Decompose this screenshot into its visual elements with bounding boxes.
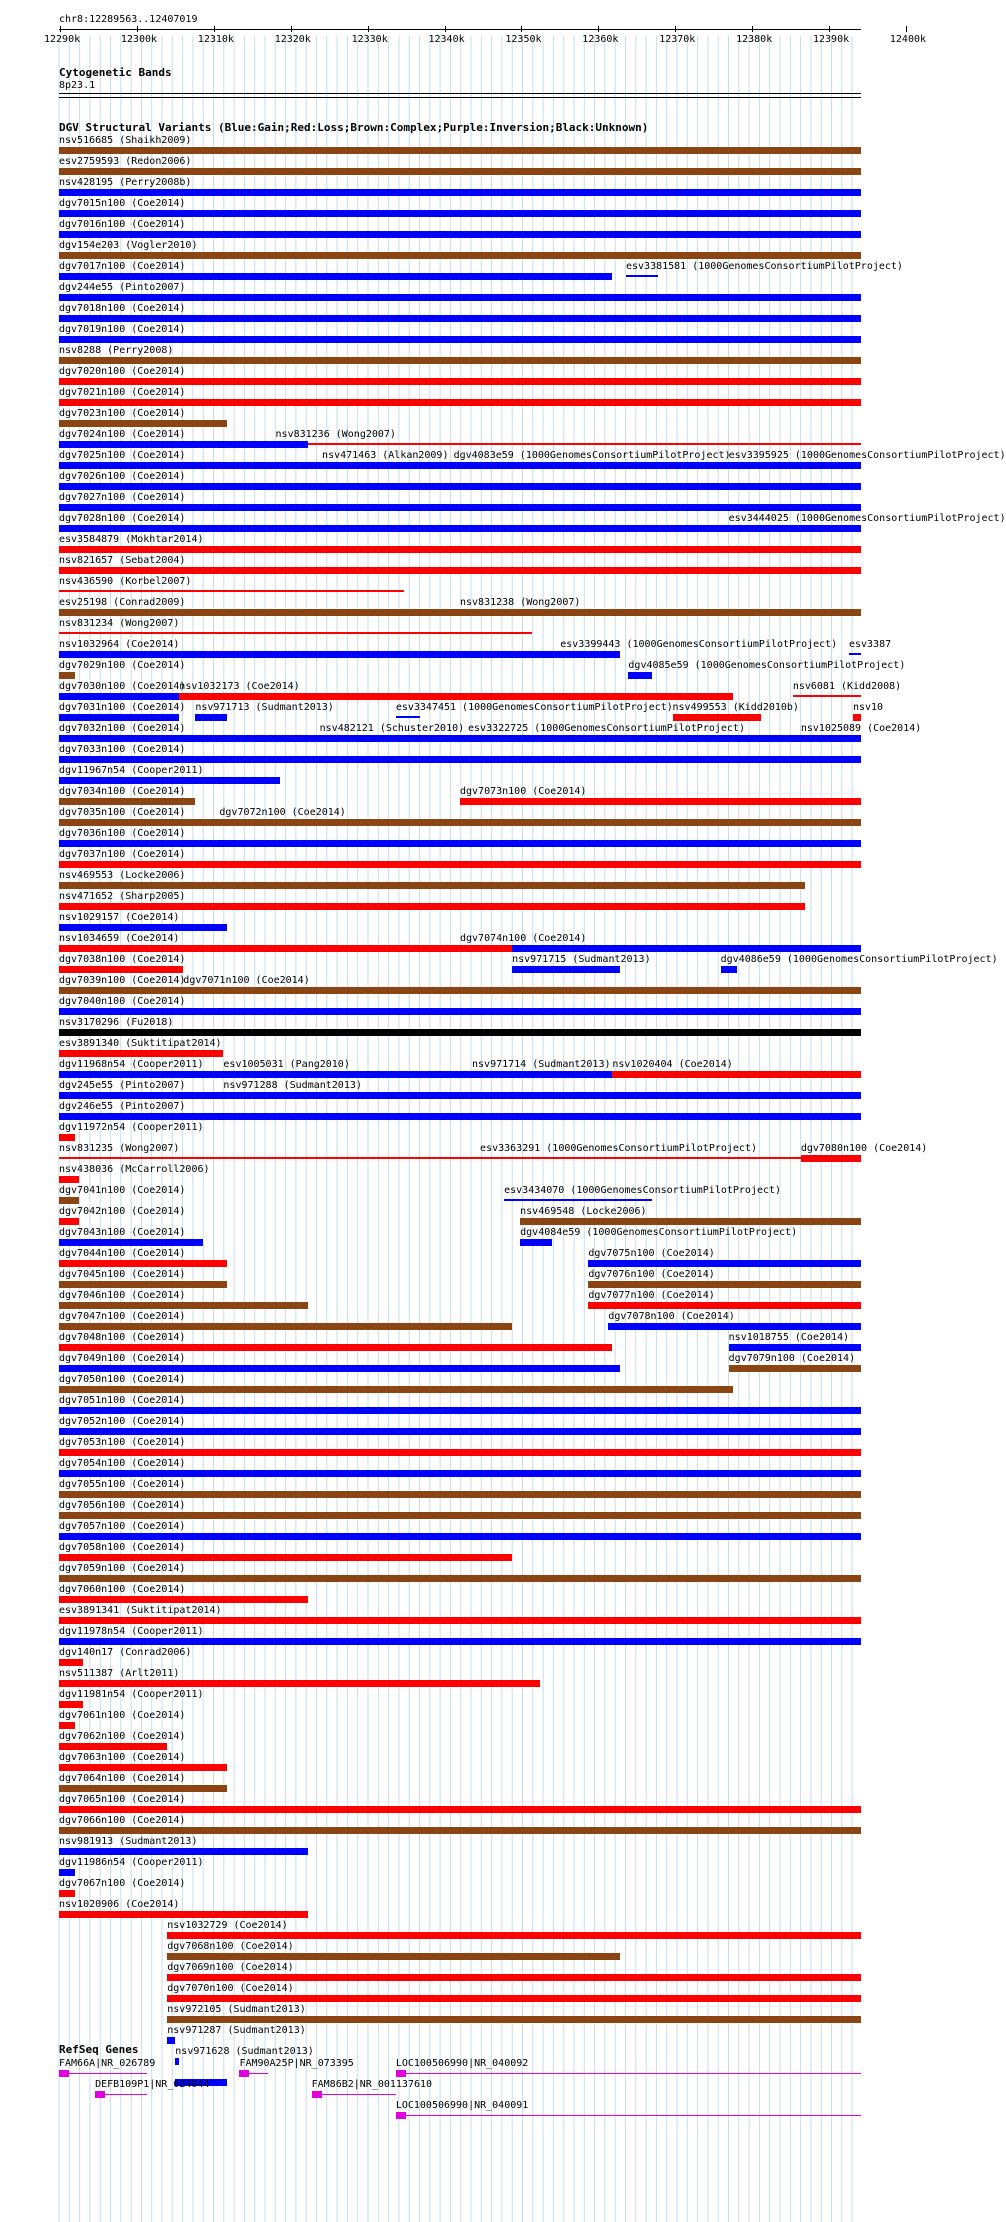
dgv-feature-label[interactable]: dgv7063n100 (Coe2014) (59, 1752, 186, 1763)
dgv-feature-bar[interactable] (59, 1575, 861, 1582)
dgv-feature-bar[interactable] (59, 1869, 75, 1876)
dgv-feature-label[interactable]: dgv7037n100 (Coe2014) (59, 849, 186, 860)
dgv-feature-label[interactable]: dgv4084e59 (1000GenomesConsortiumPilotProject) (520, 1227, 798, 1238)
dgv-feature-label[interactable]: dgv7049n100 (Coe2014) (59, 1353, 186, 1364)
dgv-feature-bar[interactable] (59, 1071, 223, 1078)
dgv-feature-label[interactable]: dgv7080n100 (Coe2014) (800, 1143, 928, 1154)
dgv-feature-bar[interactable] (59, 882, 805, 889)
dgv-feature-bar[interactable] (59, 189, 861, 196)
dgv-feature-bar[interactable] (59, 1470, 861, 1477)
dgv-feature-label[interactable]: dgv7050n100 (Coe2014) (59, 1374, 186, 1385)
dgv-feature-bar[interactable] (512, 966, 620, 973)
dgv-feature-label[interactable]: dgv7033n100 (Coe2014) (59, 744, 186, 755)
refseq-gene-exon[interactable] (312, 2091, 322, 2098)
refseq-track-title: RefSeq Genes (59, 2043, 139, 2056)
dgv-feature-bar[interactable] (59, 1092, 861, 1099)
dgv-feature-label[interactable]: nsv1020404 (Coe2014) (612, 1059, 733, 1070)
dgv-feature-label[interactable]: nsv8288 (Perry2008) (59, 345, 174, 356)
dgv-feature-bar[interactable] (59, 546, 861, 553)
dgv-feature-label[interactable]: dgv7047n100 (Coe2014) (59, 1311, 186, 1322)
dgv-feature-label[interactable]: dgv7051n100 (Coe2014) (59, 1395, 186, 1406)
refseq-gene-exon[interactable] (396, 2112, 406, 2119)
refseq-gene-line[interactable] (396, 2073, 861, 2074)
refseq-gene-exon[interactable] (396, 2070, 406, 2077)
dgv-feature-bar[interactable] (59, 1386, 733, 1393)
dgv-feature-label[interactable]: dgv11978n54 (Cooper2011) (59, 1626, 204, 1637)
dgv-feature-label[interactable]: dgv7024n100 (Coe2014) (59, 429, 186, 440)
scale-tick-label: 12390k (813, 34, 850, 45)
dgv-feature-label[interactable]: esv3395925 (1000GenomesConsortiumPilotProject) (728, 450, 1006, 461)
dgv-feature-label[interactable]: dgv245e55 (Pinto2007) (59, 1080, 186, 1091)
dgv-feature-bar[interactable] (167, 2016, 861, 2023)
dgv-feature-label[interactable]: nsv438036 (McCarroll2006) (59, 1164, 210, 1175)
dgv-feature-label[interactable]: dgv244e55 (Pinto2007) (59, 282, 186, 293)
dgv-feature-label[interactable]: dgv7021n100 (Coe2014) (59, 387, 186, 398)
dgv-feature-bar[interactable] (59, 1050, 223, 1057)
dgv-feature-bar[interactable] (59, 1407, 861, 1414)
dgv-feature-bar[interactable] (59, 1176, 79, 1183)
scale-tick-label: 12340k (428, 34, 465, 45)
dgv-feature-bar[interactable] (167, 1953, 620, 1960)
dgv-feature-label[interactable]: dgv7040n100 (Coe2014) (59, 996, 186, 1007)
dgv-feature-label[interactable]: dgv7017n100 (Coe2014) (59, 261, 186, 272)
dgv-feature-label[interactable]: nsv6081 (Kidd2008) (792, 681, 902, 692)
dgv-feature-label[interactable]: dgv7044n100 (Coe2014) (59, 1248, 186, 1259)
dgv-feature-bar[interactable] (59, 1554, 512, 1561)
dgv-feature-label[interactable]: dgv11967n54 (Cooper2011) (59, 765, 204, 776)
dgv-feature-bar[interactable] (588, 1302, 861, 1309)
dgv-feature-label[interactable]: dgv7019n100 (Coe2014) (59, 324, 186, 335)
dgv-feature-bar[interactable] (59, 714, 179, 721)
dgv-feature-label[interactable]: dgv7072n100 (Coe2014) (219, 807, 346, 818)
dgv-feature-label[interactable]: esv3434070 (1000GenomesConsortiumPilotProject) (504, 1185, 782, 1196)
dgv-feature-bar[interactable] (59, 945, 512, 952)
dgv-feature-bar[interactable] (276, 443, 861, 445)
dgv-feature-label[interactable]: esv3399443 (1000GenomesConsortiumPilotProject) (560, 639, 838, 650)
dgv-feature-bar[interactable] (59, 1134, 75, 1141)
dgv-feature-bar[interactable] (59, 987, 861, 994)
dgv-feature-label[interactable]: dgv7060n100 (Coe2014) (59, 1584, 186, 1595)
dgv-feature-label[interactable]: nsv821657 (Sebat2004) (59, 555, 186, 566)
dgv-feature-bar[interactable] (59, 1365, 620, 1372)
dgv-feature-label[interactable]: dgv7036n100 (Coe2014) (59, 828, 186, 839)
dgv-feature-label[interactable]: esv25198 (Conrad2009) (59, 597, 186, 608)
dgv-feature-bar[interactable] (59, 1302, 308, 1309)
scale-tick-label: 12290k (44, 34, 81, 45)
dgv-feature-label[interactable]: nsv428195 (Perry2008b) (59, 177, 192, 188)
dgv-track-title: DGV Structural Variants (Blue:Gain;Red:Loss;Brown:Complex;Purple:Inversion;Black:Unknown) (59, 121, 649, 134)
dgv-feature-label[interactable]: esv1005031 (Pang2010) (223, 1059, 350, 1070)
dgv-feature-label[interactable]: dgv7071n100 (Coe2014) (183, 975, 310, 986)
dgv-feature-bar[interactable] (59, 168, 861, 175)
dgv-feature-label[interactable]: dgv7025n100 (Coe2014) (59, 450, 186, 461)
dgv-feature-label[interactable]: esv3363291 (1000GenomesConsortiumPilotProject) (480, 1143, 757, 1154)
dgv-feature-bar[interactable] (59, 1848, 308, 1855)
dgv-feature-label[interactable]: nsv971713 (Sudmant2013) (195, 702, 334, 713)
dgv-feature-bar[interactable] (59, 819, 861, 826)
dgv-feature-bar[interactable] (59, 798, 195, 805)
dgv-feature-label[interactable]: nsv1032729 (Coe2014) (167, 1920, 288, 1931)
scale-ruler (59, 29, 861, 30)
dgv-feature-bar[interactable] (472, 1071, 508, 1078)
dgv-feature-label[interactable]: esv3584879 (Mokhtar2014) (59, 534, 204, 545)
dgv-feature-bar[interactable] (59, 483, 861, 490)
dgv-feature-label[interactable]: dgv7062n100 (Coe2014) (59, 1731, 186, 1742)
dgv-feature-bar[interactable] (59, 1344, 612, 1351)
dgv-feature-label[interactable]: dgv7064n100 (Coe2014) (59, 1773, 186, 1784)
refseq-gene-label[interactable]: LOC100506990|NR_040092 (395, 2058, 529, 2069)
dgv-feature-label[interactable]: nsv511387 (Arlt2011) (59, 1668, 180, 1679)
dgv-feature-label[interactable]: dgv7031n100 (Coe2014) (59, 702, 186, 713)
dgv-feature-bar[interactable] (59, 632, 532, 634)
dgv-feature-label[interactable]: nsv971287 (Sudmant2013) (167, 2025, 306, 2036)
dgv-feature-bar[interactable] (59, 1764, 227, 1771)
dgv-feature-label[interactable]: dgv11981n54 (Cooper2011) (59, 1689, 204, 1700)
refseq-gene-label[interactable]: FAM86B2|NR_001137610 (311, 2079, 433, 2090)
refseq-gene-line[interactable] (396, 2115, 861, 2116)
dgv-feature-label[interactable]: dgv7061n100 (Coe2014) (59, 1710, 186, 1721)
dgv-feature-bar[interactable] (59, 1029, 861, 1036)
dgv-feature-bar[interactable] (59, 1659, 83, 1666)
dgv-feature-label[interactable]: dgv7054n100 (Coe2014) (59, 1458, 186, 1469)
dgv-feature-label[interactable]: dgv7038n100 (Coe2014) (59, 954, 186, 965)
dgv-feature-bar[interactable] (59, 1197, 79, 1204)
dgv-feature-bar[interactable] (59, 252, 861, 259)
dgv-feature-label[interactable]: dgv11968n54 (Cooper2011) (59, 1059, 204, 1070)
refseq-gene-label[interactable]: LOC100506990|NR_040091 (395, 2100, 529, 2111)
dgv-feature-bar[interactable] (59, 1008, 861, 1015)
scale-tick-label: 12300k (120, 34, 158, 45)
dgv-feature-label[interactable]: dgv7076n100 (Coe2014) (588, 1269, 715, 1280)
dgv-feature-bar[interactable] (59, 1260, 227, 1267)
dgv-feature-label[interactable]: nsv971288 (Sudmant2013) (223, 1080, 362, 1091)
cyto-band-label: 8p23.1 (59, 80, 96, 91)
dgv-feature-bar[interactable] (59, 1680, 540, 1687)
dgv-feature-label[interactable]: dgv7058n100 (Coe2014) (59, 1542, 186, 1553)
dgv-feature-label[interactable]: nsv1032964 (Coe2014) (59, 639, 180, 650)
dgv-feature-label[interactable]: dgv7068n100 (Coe2014) (167, 1941, 294, 1952)
dgv-feature-bar[interactable] (59, 1743, 167, 1750)
dgv-feature-bar[interactable] (59, 1239, 203, 1246)
dgv-feature-label[interactable]: nsv831235 (Wong2007) (59, 1143, 180, 1154)
dgv-feature-label[interactable]: dgv7026n100 (Coe2014) (59, 471, 186, 482)
dgv-feature-bar[interactable] (793, 695, 861, 697)
dgv-feature-bar[interactable] (59, 1512, 861, 1519)
scale-tick (521, 26, 522, 32)
dgv-feature-bar[interactable] (59, 1449, 861, 1456)
dgv-feature-bar[interactable] (588, 1281, 861, 1288)
scale-tick-label: 12310k (197, 34, 234, 45)
dgv-feature-label[interactable]: dgv140n17 (Conrad2006) (59, 1647, 192, 1658)
dgv-feature-bar[interactable] (460, 798, 861, 805)
dgv-feature-bar[interactable] (59, 903, 805, 910)
dgv-feature-bar[interactable] (504, 1199, 652, 1201)
dgv-feature-bar[interactable] (59, 924, 227, 931)
refseq-gene-exon[interactable] (59, 2070, 69, 2077)
dgv-feature-label[interactable]: dgv7067n100 (Coe2014) (59, 1878, 186, 1889)
refseq-gene-line[interactable] (59, 2073, 147, 2074)
dgv-feature-label[interactable]: dgv7039n100 (Coe2014) (59, 975, 186, 986)
dgv-feature-label[interactable]: esv3347451 (1000GenomesConsortiumPilotProject) (395, 702, 673, 713)
dgv-feature-label[interactable]: esv3322725 (1000GenomesConsortiumPilotProject) (468, 723, 745, 734)
dgv-feature-label[interactable]: esv3891340 (Suktitipat2014) (59, 1038, 222, 1049)
dgv-feature-bar[interactable] (59, 735, 861, 742)
dgv-feature-label[interactable]: nsv831236 (Wong2007) (275, 429, 396, 440)
dgv-feature-bar[interactable] (729, 1344, 861, 1351)
dgv-feature-label[interactable]: esv3387 (848, 639, 892, 650)
dgv-feature-label[interactable]: dgv4083e59 (1000GenomesConsortiumPilotProject) (453, 450, 731, 461)
dgv-feature-label[interactable]: dgv7053n100 (Coe2014) (59, 1437, 186, 1448)
dgv-feature-bar[interactable] (59, 651, 620, 658)
dgv-feature-label[interactable]: dgv11972n54 (Cooper2011) (59, 1122, 204, 1133)
dgv-feature-label[interactable]: dgv7046n100 (Coe2014) (59, 1290, 186, 1301)
dgv-feature-label[interactable]: dgv7073n100 (Coe2014) (460, 786, 587, 797)
dgv-feature-label[interactable]: nsv971715 (Sudmant2013) (512, 954, 651, 965)
dgv-feature-label[interactable]: esv2759593 (Redon2006) (59, 156, 192, 167)
dgv-feature-bar[interactable] (59, 378, 861, 385)
dgv-feature-label[interactable]: dgv7045n100 (Coe2014) (59, 1269, 186, 1280)
scale-tick-label: 12360k (582, 34, 619, 45)
dgv-feature-label[interactable]: dgv7066n100 (Coe2014) (59, 1815, 186, 1826)
dgv-feature-bar[interactable] (167, 2037, 175, 2044)
refseq-gene-exon[interactable] (95, 2091, 105, 2098)
dgv-feature-label[interactable]: dgv7034n100 (Coe2014) (59, 786, 186, 797)
scale-tick-label: 12350k (505, 34, 542, 45)
scale-tick (368, 26, 369, 32)
dgv-feature-label[interactable]: nsv831238 (Wong2007) (460, 597, 581, 608)
refseq-gene-line[interactable] (312, 2094, 396, 2095)
refseq-gene-label[interactable]: FAM66A|NR_026789 (59, 2058, 156, 2069)
dgv-feature-label[interactable]: dgv7065n100 (Coe2014) (59, 1794, 186, 1805)
dgv-feature-label[interactable]: dgv7042n100 (Coe2014) (59, 1206, 186, 1217)
refseq-gene-label[interactable]: DEFB109P1|NR_024044 (95, 2079, 210, 2090)
dgv-feature-bar[interactable] (179, 693, 732, 700)
dgv-feature-bar[interactable] (59, 1911, 308, 1918)
dgv-feature-bar[interactable] (59, 1638, 861, 1645)
dgv-feature-bar[interactable] (59, 1428, 861, 1435)
dgv-feature-bar[interactable] (59, 861, 861, 868)
dgv-feature-label[interactable]: nsv971714 (Sudmant2013) (472, 1059, 611, 1070)
dgv-feature-bar[interactable] (853, 714, 861, 721)
dgv-feature-bar[interactable] (59, 567, 861, 574)
dgv-feature-label[interactable]: nsv971628 (Sudmant2013) (175, 2046, 314, 2057)
dgv-feature-bar[interactable] (59, 420, 227, 427)
dgv-feature-bar[interactable] (628, 672, 652, 679)
dgv-feature-label[interactable]: dgv7057n100 (Coe2014) (59, 1521, 186, 1532)
dgv-feature-label[interactable]: esv3444025 (1000GenomesConsortiumPilotProject) (728, 513, 1006, 524)
dgv-feature-label[interactable]: nsv1018755 (Coe2014) (728, 1332, 850, 1343)
dgv-feature-bar[interactable] (59, 147, 861, 154)
dgv-feature-bar[interactable] (59, 777, 280, 784)
scale-tick (829, 26, 830, 32)
dgv-feature-label[interactable]: dgv7043n100 (Coe2014) (59, 1227, 186, 1238)
dgv-feature-label[interactable]: dgv7075n100 (Coe2014) (588, 1248, 715, 1259)
dgv-feature-bar[interactable] (59, 1533, 861, 1540)
dgv-feature-bar[interactable] (59, 357, 861, 364)
dgv-feature-label[interactable]: dgv7015n100 (Coe2014) (59, 198, 186, 209)
dgv-feature-label[interactable]: nsv1032173 (Coe2014) (179, 681, 300, 692)
dgv-feature-label[interactable]: esv3891341 (Suktitipat2014) (59, 1605, 222, 1616)
dgv-feature-bar[interactable] (167, 1974, 861, 1981)
scale-tick-label: 12380k (736, 34, 773, 45)
dgv-feature-label[interactable]: dgv7059n100 (Coe2014) (59, 1563, 186, 1574)
dgv-feature-bar[interactable] (59, 336, 861, 343)
dgv-feature-bar[interactable] (520, 1218, 861, 1225)
dgv-feature-label[interactable]: esv3381581 (1000GenomesConsortiumPilotProject) (626, 261, 903, 272)
dgv-feature-label[interactable]: dgv7023n100 (Coe2014) (59, 408, 186, 419)
dgv-feature-bar[interactable] (608, 1323, 861, 1330)
dgv-feature-bar[interactable] (195, 714, 227, 721)
dgv-feature-bar[interactable] (59, 1157, 861, 1159)
scale-tick (598, 26, 599, 32)
dgv-feature-bar[interactable] (59, 1323, 512, 1330)
dgv-feature-label[interactable]: dgv7056n100 (Coe2014) (59, 1500, 186, 1511)
dgv-feature-bar[interactable] (59, 1218, 79, 1225)
dgv-feature-label[interactable]: dgv154e203 (Vogler2010) (59, 240, 198, 251)
dgv-feature-bar[interactable] (59, 315, 861, 322)
scale-tick (291, 26, 292, 32)
dgv-feature-label[interactable]: nsv516685 (Shaikh2009) (59, 135, 192, 146)
dgv-feature-bar[interactable] (59, 590, 404, 592)
dgv-feature-label[interactable]: nsv469548 (Locke2006) (520, 1206, 647, 1217)
dgv-feature-bar[interactable] (59, 756, 861, 763)
dgv-feature-bar[interactable] (59, 1491, 861, 1498)
dgv-feature-label[interactable]: nsv831234 (Wong2007) (59, 618, 180, 629)
dgv-feature-bar[interactable] (460, 945, 861, 952)
scale-tick-label: 12370k (659, 34, 696, 45)
refseq-gene-exon[interactable] (239, 2070, 249, 2077)
dgv-feature-label[interactable]: nsv981913 (Sudmant2013) (59, 1836, 198, 1847)
dgv-feature-label[interactable]: dgv7030n100 (Coe2014) (59, 681, 186, 692)
dgv-feature-bar[interactable] (167, 1995, 861, 2002)
refseq-gene-label[interactable]: FAM90A25P|NR_073395 (239, 2058, 354, 2069)
scale-tick (906, 26, 907, 32)
dgv-feature-bar[interactable] (59, 609, 861, 616)
dgv-feature-label[interactable]: dgv7016n100 (Coe2014) (59, 219, 186, 230)
dgv-feature-bar[interactable] (59, 525, 861, 532)
dgv-feature-label[interactable]: dgv7055n100 (Coe2014) (59, 1479, 186, 1490)
dgv-feature-label[interactable]: dgv7077n100 (Coe2014) (588, 1290, 715, 1301)
dgv-feature-bar[interactable] (59, 1827, 861, 1834)
dgv-feature-label[interactable]: dgv246e55 (Pinto2007) (59, 1101, 186, 1112)
dgv-feature-bar[interactable] (849, 653, 861, 655)
dgv-feature-label[interactable]: nsv471463 (Alkan2009) (322, 450, 449, 461)
dgv-feature-bar[interactable] (59, 1701, 83, 1708)
dgv-feature-label[interactable]: dgv4085e59 (1000GenomesConsortiumPilotProject) (628, 660, 906, 671)
dgv-feature-label[interactable]: nsv1025089 (Coe2014) (800, 723, 922, 734)
dgv-feature-bar[interactable] (721, 966, 737, 973)
dgv-feature-label[interactable]: nsv1029157 (Coe2014) (59, 912, 180, 923)
dgv-feature-bar[interactable] (729, 1365, 861, 1372)
dgv-feature-bar[interactable] (59, 1806, 861, 1813)
dgv-feature-bar[interactable] (396, 716, 420, 718)
dgv-feature-bar[interactable] (673, 714, 761, 721)
dgv-feature-label[interactable]: dgv7027n100 (Coe2014) (59, 492, 186, 503)
dgv-feature-label[interactable]: dgv7020n100 (Coe2014) (59, 366, 186, 377)
dgv-feature-label[interactable]: dgv7069n100 (Coe2014) (167, 1962, 294, 1973)
dgv-feature-bar[interactable] (59, 966, 183, 973)
scale-tick (60, 26, 61, 32)
dgv-feature-label[interactable]: nsv482121 (Schuster2010) (319, 723, 465, 734)
dgv-feature-label[interactable]: nsv10 (852, 702, 884, 713)
cyto-band (59, 93, 861, 98)
dgv-feature-bar[interactable] (59, 231, 861, 238)
dgv-feature-label[interactable]: nsv469553 (Locke2006) (59, 870, 186, 881)
scale-tick (445, 26, 446, 32)
dgv-feature-bar[interactable] (59, 1890, 75, 1897)
dgv-feature-label[interactable]: dgv4086e59 (1000GenomesConsortiumPilotProject) (720, 954, 998, 965)
dgv-feature-label[interactable]: dgv7035n100 (Coe2014) (59, 807, 186, 818)
dgv-feature-bar[interactable] (59, 840, 861, 847)
cyto-track-title: Cytogenetic Bands (59, 66, 172, 79)
dgv-feature-label[interactable]: dgv7028n100 (Coe2014) (59, 513, 186, 524)
dgv-feature-label[interactable]: nsv1034659 (Coe2014) (59, 933, 180, 944)
dgv-feature-label[interactable]: nsv972105 (Sudmant2013) (167, 2004, 306, 2015)
dgv-feature-label[interactable]: dgv7070n100 (Coe2014) (167, 1983, 294, 1994)
dgv-feature-label[interactable]: nsv3170296 (Fu2018) (59, 1017, 174, 1028)
dgv-feature-bar[interactable] (59, 1617, 861, 1624)
scale-tick-label: 12330k (351, 34, 388, 45)
dgv-feature-label[interactable]: dgv7048n100 (Coe2014) (59, 1332, 186, 1343)
dgv-feature-label[interactable]: dgv11986n54 (Cooper2011) (59, 1857, 204, 1868)
dgv-feature-bar[interactable] (59, 210, 861, 217)
dgv-feature-label[interactable]: nsv436590 (Korbel2007) (59, 576, 192, 587)
dgv-feature-label[interactable]: dgv7079n100 (Coe2014) (728, 1353, 856, 1364)
scale-tick (675, 26, 676, 32)
dgv-feature-bar[interactable] (59, 1113, 861, 1120)
dgv-feature-bar[interactable] (59, 273, 612, 280)
dgv-feature-bar[interactable] (59, 1281, 227, 1288)
dgv-feature-bar[interactable] (626, 275, 658, 277)
dgv-feature-bar[interactable] (59, 504, 861, 511)
dgv-feature-label[interactable]: dgv7029n100 (Coe2014) (59, 660, 186, 671)
scale-tick-label: 12320k (274, 34, 311, 45)
dgv-feature-bar[interactable] (59, 1785, 227, 1792)
dgv-feature-bar[interactable] (59, 399, 861, 406)
dgv-feature-bar[interactable] (59, 672, 75, 679)
dgv-feature-label[interactable]: dgv7052n100 (Coe2014) (59, 1416, 186, 1427)
dgv-feature-bar[interactable] (612, 1071, 861, 1078)
dgv-feature-bar[interactable] (59, 441, 308, 448)
dgv-feature-bar[interactable] (59, 462, 861, 469)
scale-tick (214, 26, 215, 32)
scale-tick-label: 12400k (889, 34, 927, 45)
dgv-feature-label[interactable]: dgv7074n100 (Coe2014) (460, 933, 587, 944)
dgv-feature-bar[interactable] (59, 1596, 308, 1603)
scale-tick (137, 26, 138, 32)
dgv-feature-label[interactable]: dgv7018n100 (Coe2014) (59, 303, 186, 314)
dgv-feature-label[interactable]: nsv471652 (Sharp2005) (59, 891, 186, 902)
dgv-feature-bar[interactable] (59, 1722, 75, 1729)
dgv-feature-label[interactable]: dgv7041n100 (Coe2014) (59, 1185, 186, 1196)
position-label: chr8:12289563..12407019 (59, 14, 198, 25)
dgv-feature-label[interactable]: nsv499553 (Kidd2010b) (672, 702, 799, 713)
dgv-feature-bar[interactable] (59, 693, 179, 700)
scale-tick (752, 26, 753, 32)
dgv-feature-bar[interactable] (520, 1239, 552, 1246)
dgv-feature-bar[interactable] (588, 1260, 861, 1267)
dgv-feature-label[interactable]: dgv7032n100 (Coe2014) (59, 723, 186, 734)
dgv-feature-label[interactable]: dgv7078n100 (Coe2014) (608, 1311, 735, 1322)
dgv-feature-bar[interactable] (167, 1932, 861, 1939)
dgv-feature-bar[interactable] (175, 2058, 179, 2065)
dgv-feature-bar[interactable] (59, 294, 861, 301)
dgv-feature-label[interactable]: nsv1020906 (Coe2014) (59, 1899, 180, 1910)
